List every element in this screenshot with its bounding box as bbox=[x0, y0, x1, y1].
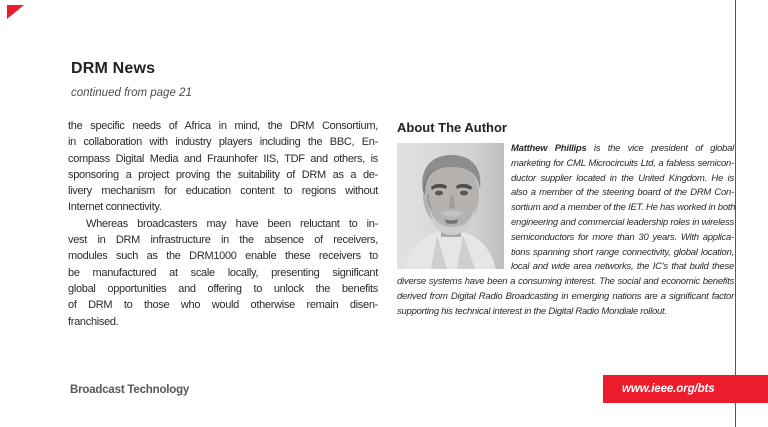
body-text-line: vest in DRM infrastructure in the absence of receivers, bbox=[68, 234, 378, 247]
bio-text-line: diverse systems have been a consuming interest. The social and economic benefits bbox=[397, 276, 734, 288]
author-name: Matthew Phillips bbox=[511, 143, 587, 154]
body-text-line: sponsoring a project proving the suitability of DRM as a de- bbox=[68, 168, 378, 181]
body-text-line: compass Digital Media and Fraunhofer IIS, TDF and others, is bbox=[68, 152, 378, 165]
body-text-line: modules such as the DRM1000 enable these receivers to bbox=[68, 250, 378, 263]
bio-text-line: ductor supplier located in the United Kingdom. He is bbox=[511, 172, 734, 184]
body-text-line: in collaboration with industry players including the BBC, En- bbox=[68, 136, 378, 149]
bio-text-line: Matthew Phillips is the vice president of global bbox=[511, 143, 734, 154]
article-body bbox=[68, 118, 378, 330]
bio-text-line: derived from Digital Radio Broadcasting in emerging nations are a significant factor bbox=[397, 290, 734, 302]
page-title: DRM News bbox=[71, 60, 156, 77]
bio-text-line: also a member of the steering board of the DRM Con- bbox=[511, 187, 734, 199]
body-text-line: franchised. bbox=[68, 315, 119, 328]
body-text-line: livery mechanism for education content to regions without bbox=[68, 185, 378, 198]
continued-from-note: continued from page 21 bbox=[71, 87, 192, 99]
author-photo bbox=[397, 143, 504, 269]
body-text-line: be manufactured at scale locally, presenting significant bbox=[68, 266, 378, 279]
red-corner-accent bbox=[7, 5, 24, 19]
bio-text-line: tions spanning short range connectivity, global location, bbox=[511, 246, 734, 258]
body-text-line: Whereas broadcasters may have been reluctant to in- bbox=[86, 217, 378, 230]
body-text-line: Internet connectivity. bbox=[68, 201, 162, 214]
author-bio bbox=[397, 142, 734, 320]
article-paragraph bbox=[68, 216, 378, 330]
about-author-heading: About The Author bbox=[397, 120, 507, 135]
bio-text-line: sortium and a member of the IET. He has worked in both bbox=[511, 202, 736, 214]
footer-url-link[interactable] bbox=[603, 375, 768, 403]
about-author-section bbox=[397, 120, 734, 320]
footer-publication-label: Broadcast Technology bbox=[70, 384, 190, 396]
bio-text-line: semiconductors for more than 30 years. With applica- bbox=[511, 231, 734, 243]
footer-url-text: www.ieee.org/bts bbox=[622, 383, 715, 395]
bio-text-line: local and wide area networks, the IC's that build these bbox=[511, 261, 734, 273]
bio-text-line: marketing for CML Microcircuits Ltd, a fabless semicon- bbox=[511, 157, 734, 169]
body-text-line: global opportunities and offering to unlock the benefits bbox=[68, 282, 378, 295]
article-paragraph bbox=[68, 118, 378, 216]
bio-text-line: engineering and commercial leadership roles in wireless bbox=[511, 216, 734, 228]
body-text-line: the specific needs of Africa in mind, the DRM Consortium, bbox=[68, 120, 378, 132]
bio-text-line: supporting his technical interest in the Digital Radio Mondiale rollout. bbox=[397, 305, 667, 317]
author-portrait-illustration bbox=[397, 143, 504, 269]
body-text-line: of DRM to those who would otherwise remain disen- bbox=[68, 299, 378, 312]
